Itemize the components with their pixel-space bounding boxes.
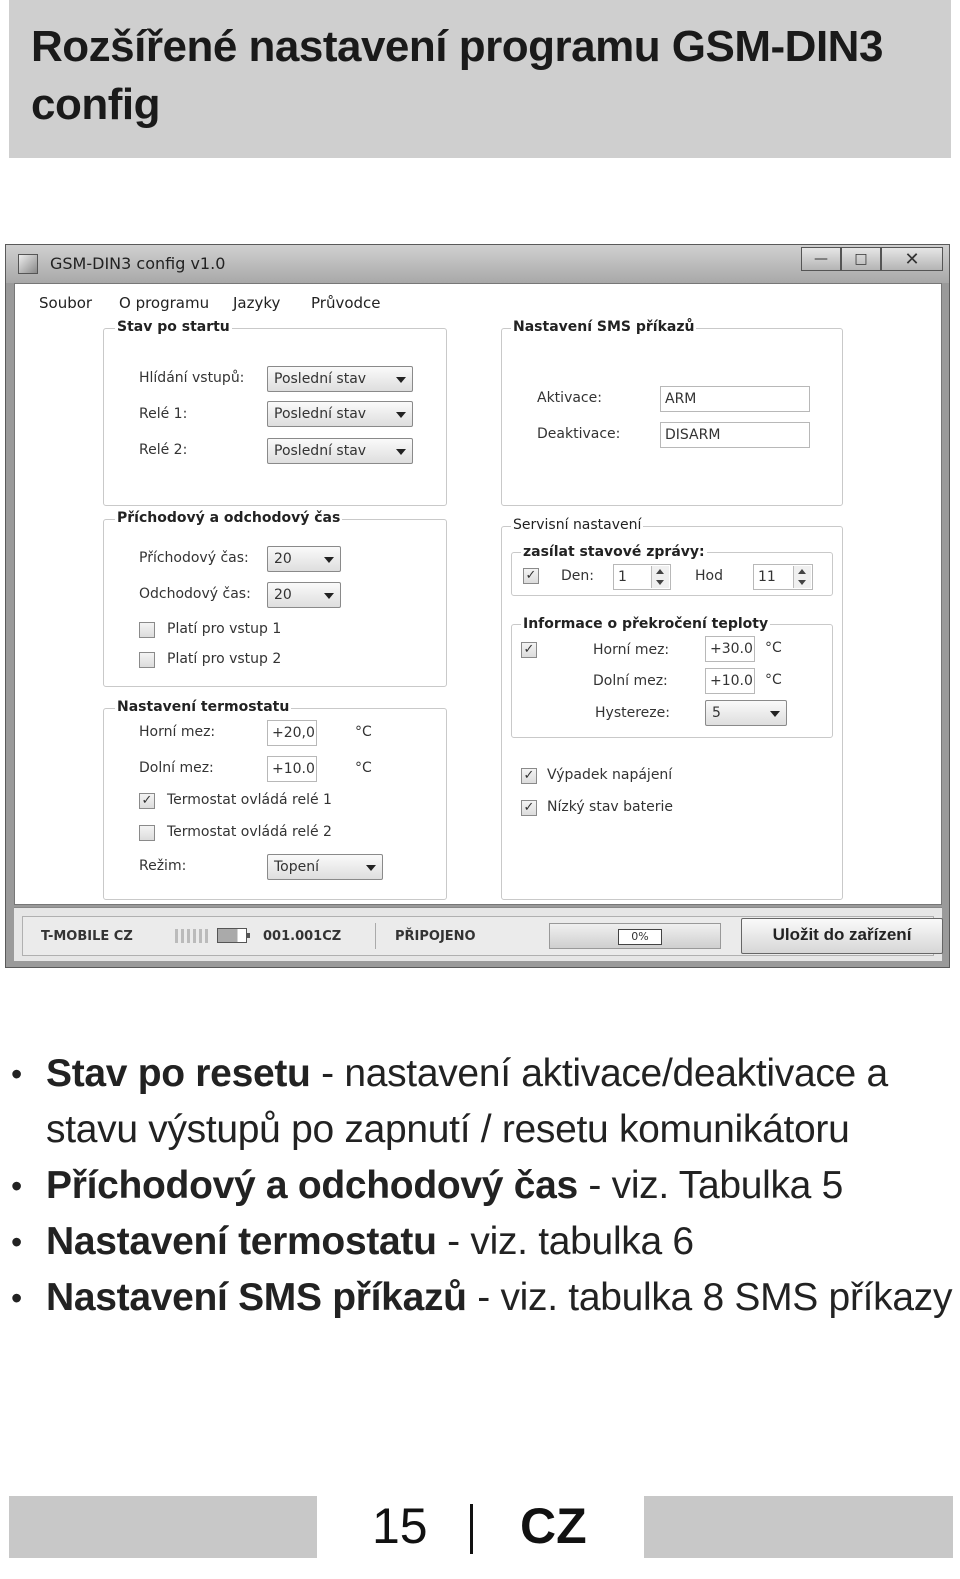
list-item — [0, 1046, 960, 1158]
list-item — [0, 1270, 960, 1326]
check-icon: ✓ — [523, 768, 535, 783]
chevron-down-icon — [366, 865, 376, 871]
low-battery-checkbox[interactable] — [521, 800, 537, 816]
sms-deactivation-label: Deaktivace: — [537, 426, 621, 442]
status-bar — [14, 907, 942, 961]
thermostat-lower-unit: °C — [355, 760, 372, 776]
list-item — [0, 1158, 960, 1214]
chevron-down-icon — [324, 557, 334, 563]
departure-time-combo[interactable] — [267, 582, 341, 608]
startup-inputs-value: Poslední stav — [274, 371, 367, 387]
thermostat-lower-input[interactable]: +10.0 — [267, 756, 317, 782]
temp-lower-unit: °C — [765, 672, 782, 688]
thermostat-upper-unit: °C — [355, 724, 372, 740]
hysteresis-combo[interactable] — [705, 700, 787, 726]
spinner-arrows[interactable] — [651, 566, 669, 588]
thermostat-relay1-label: Termostat ovládá relé 1 — [167, 792, 332, 808]
thermostat-upper-label: Horní mez: — [139, 724, 216, 740]
check-icon: ✓ — [523, 642, 535, 657]
footer-separator — [470, 1504, 473, 1554]
startup-relay2-combo[interactable] — [267, 438, 413, 464]
list-item — [0, 1214, 960, 1270]
departure-time-value: 20 — [274, 587, 292, 603]
hysteresis-value: 5 — [712, 705, 721, 721]
bullet-text: - nastavení aktivace/deaktivace a stavu výstupů po zapnutí / resetu komunikátoru — [46, 1052, 888, 1151]
power-failure-checkbox[interactable] — [521, 768, 537, 784]
spinner-arrows[interactable] — [793, 566, 811, 588]
thermostat-upper-input[interactable]: +20,0 — [267, 720, 317, 746]
footer-bar-right — [644, 1496, 953, 1558]
save-to-device-button[interactable]: Uložit do zařízení — [741, 918, 943, 954]
app-window — [5, 244, 950, 968]
sms-group-title: Nastavení SMS příkazů — [513, 319, 695, 335]
thermostat-relay2-label: Termostat ovládá relé 2 — [167, 824, 332, 840]
startup-relay1-value: Poslední stav — [274, 406, 367, 422]
status-day-spinner[interactable] — [613, 564, 671, 590]
temp-lower-label: Dolní mez: — [593, 673, 668, 689]
chevron-down-icon — [770, 711, 780, 717]
maximize-button[interactable]: □ — [841, 247, 881, 271]
bullet-icon: • — [11, 1056, 22, 1092]
startup-relay2-value: Poslední stav — [274, 443, 367, 459]
arrow-up-icon — [798, 569, 806, 574]
status-day-value: 1 — [618, 569, 627, 585]
sms-activation-input[interactable]: ARM — [660, 386, 810, 412]
bullet-bold: Nastavení SMS příkazů — [46, 1276, 467, 1319]
hysteresis-label: Hystereze: — [595, 705, 670, 721]
window-controls — [801, 247, 943, 273]
window-title: GSM-DIN3 config v1.0 — [50, 254, 226, 273]
menu-pruvodce[interactable]: Průvodce — [311, 294, 381, 312]
footer-bar-left — [9, 1496, 317, 1558]
thermostat-mode-combo[interactable] — [267, 854, 383, 880]
arrival-time-value: 20 — [274, 551, 292, 567]
check-icon: ✓ — [523, 800, 535, 815]
chevron-down-icon — [396, 412, 406, 418]
startup-inputs-label: Hlídání vstupů: — [139, 370, 245, 386]
footer-center — [317, 1496, 644, 1558]
arrow-down-icon — [656, 580, 664, 585]
bullet-icon: • — [11, 1280, 22, 1316]
low-battery-label: Nízký stav baterie — [547, 799, 673, 815]
menu-o-programu[interactable]: O programu — [119, 294, 210, 312]
bullet-bold: Nastavení termostatu — [46, 1220, 437, 1263]
input2-label: Platí pro vstup 2 — [167, 651, 282, 667]
bullet-bold: Stav po resetu — [46, 1052, 311, 1095]
menu-jazyky[interactable]: Jazyky — [233, 294, 281, 312]
startup-relay1-combo[interactable] — [267, 401, 413, 427]
sms-group — [501, 328, 843, 506]
close-button[interactable]: ✕ — [881, 247, 943, 271]
bullet-icon: • — [11, 1224, 22, 1260]
client-area — [14, 283, 942, 905]
status-day-label: Den: — [561, 568, 594, 584]
app-icon — [18, 254, 38, 274]
bullet-bold: Příchodový a odchodový čas — [46, 1164, 578, 1207]
startup-group-title: Stav po startu — [117, 319, 230, 335]
input2-checkbox[interactable] — [139, 652, 155, 668]
sms-activation-label: Aktivace: — [537, 390, 602, 406]
menu-soubor[interactable]: Soubor — [39, 294, 93, 312]
departure-time-label: Odchodový čas: — [139, 586, 251, 602]
battery-icon — [217, 928, 247, 943]
page-number: 15 — [372, 1498, 428, 1554]
status-separator — [375, 923, 376, 949]
title-bar[interactable] — [6, 245, 949, 283]
chevron-down-icon — [396, 377, 406, 383]
bullet-text: - viz. tabulka 8 SMS příkazy — [466, 1276, 953, 1319]
thermostat-relay1-checkbox[interactable] — [139, 793, 155, 809]
firmware-version: 001.001CZ — [263, 929, 342, 944]
bullet-text: - viz. Tabulka 5 — [577, 1164, 843, 1207]
bullet-list — [0, 1046, 960, 1326]
status-messages-title: zasílat stavové zprávy: — [523, 544, 705, 560]
page-footer — [0, 1496, 960, 1558]
input1-checkbox[interactable] — [139, 622, 155, 638]
operator-name: T-MOBILE CZ — [41, 929, 133, 944]
bullet-icon: • — [11, 1168, 22, 1204]
arrow-down-icon — [798, 580, 806, 585]
arrival-time-combo[interactable] — [267, 546, 341, 572]
arrow-up-icon — [656, 569, 664, 574]
sms-deactivation-input[interactable]: DISARM — [660, 422, 810, 448]
menu-bar — [15, 284, 941, 314]
thermostat-mode-value: Topení — [274, 859, 320, 875]
status-panel — [22, 916, 934, 956]
thermostat-group-title: Nastavení termostatu — [117, 699, 290, 715]
status-hour-spinner[interactable] — [753, 564, 813, 590]
chevron-down-icon — [396, 449, 406, 455]
signal-strength-icon — [175, 929, 209, 943]
temp-upper-input[interactable]: +30.0 — [705, 636, 755, 662]
minimize-button[interactable]: — — [801, 247, 841, 271]
temperature-info-checkbox[interactable] — [521, 642, 537, 658]
status-messages-checkbox[interactable] — [523, 568, 539, 584]
startup-inputs-combo[interactable] — [267, 366, 413, 392]
startup-relay1-label: Relé 1: — [139, 406, 188, 422]
temp-lower-input[interactable]: +10.0 — [705, 668, 755, 694]
page-title: Rozšířené nastavení programu GSM-DIN3 config — [31, 22, 883, 129]
power-failure-label: Výpadek napájení — [547, 767, 673, 783]
status-hour-value: 11 — [758, 569, 776, 585]
check-icon: ✓ — [525, 568, 537, 583]
thermostat-relay2-checkbox[interactable] — [139, 825, 155, 841]
input1-label: Platí pro vstup 1 — [167, 621, 282, 637]
bullet-text: - viz. tabulka 6 — [436, 1220, 694, 1263]
temp-upper-unit: °C — [765, 640, 782, 656]
startup-relay2-label: Relé 2: — [139, 442, 188, 458]
check-icon: ✓ — [141, 793, 153, 808]
arrival-time-label: Příchodový čas: — [139, 550, 249, 566]
thermostat-mode-label: Režim: — [139, 858, 187, 874]
page-header — [9, 0, 951, 158]
language-code: CZ — [520, 1498, 587, 1554]
temperature-info-title: Informace o překročení teploty — [523, 616, 769, 632]
service-group-title: Servisní nastavení — [513, 517, 642, 533]
chevron-down-icon — [324, 593, 334, 599]
status-hour-label: Hod — [695, 568, 723, 584]
arrival-group-title: Příchodový a odchodový čas — [117, 510, 341, 526]
progress-bar — [549, 923, 721, 949]
progress-label: 0% — [618, 929, 662, 945]
thermostat-lower-label: Dolní mez: — [139, 760, 214, 776]
temp-upper-label: Horní mez: — [593, 642, 670, 658]
connection-status: PŘIPOJENO — [395, 929, 476, 944]
